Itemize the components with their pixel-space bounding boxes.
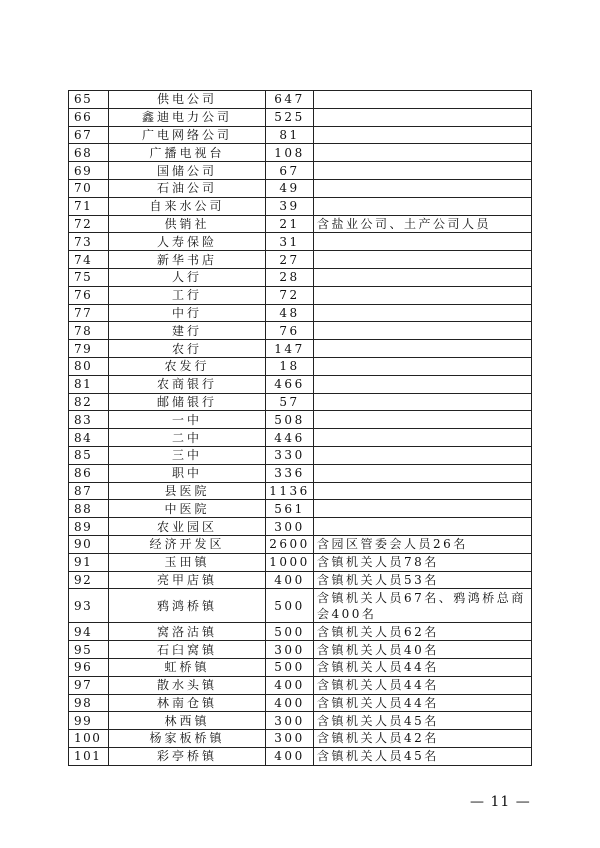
remark-cell: 含镇机关人员53名: [314, 571, 532, 589]
table-row: [69, 233, 532, 251]
person-count-cell: 76: [266, 322, 314, 340]
person-count-cell: 300: [266, 641, 314, 659]
person-count-cell: 31: [266, 233, 314, 251]
person-count-cell: 400: [266, 571, 314, 589]
table-row: [69, 623, 532, 641]
person-count-cell: 39: [266, 197, 314, 215]
row-number-cell: 83: [69, 411, 109, 429]
remark-cell: [314, 126, 532, 144]
unit-name-cell: 县医院: [109, 482, 266, 500]
unit-name-cell: 彩亭桥镇: [109, 747, 266, 765]
person-count-cell: 525: [266, 108, 314, 126]
row-number-cell: 92: [69, 571, 109, 589]
person-count-cell: 2600: [266, 535, 314, 553]
personnel-table: [68, 90, 532, 766]
person-count-cell: 336: [266, 464, 314, 482]
row-number-cell: 85: [69, 446, 109, 464]
remark-cell: [314, 251, 532, 269]
table-row: [69, 304, 532, 322]
person-count-cell: 49: [266, 179, 314, 197]
table-row: [69, 108, 532, 126]
unit-name-cell: 散水头镇: [109, 676, 266, 694]
unit-name-cell: 鑫迪电力公司: [109, 108, 266, 126]
person-count-cell: 561: [266, 500, 314, 518]
unit-name-cell: 新华书店: [109, 251, 266, 269]
table-row: [69, 712, 532, 730]
person-count-cell: 67: [266, 162, 314, 180]
table-row: [69, 464, 532, 482]
row-number-cell: 90: [69, 535, 109, 553]
remark-cell: [314, 411, 532, 429]
remark-cell: [314, 233, 532, 251]
remark-cell: [314, 464, 532, 482]
row-number-cell: 67: [69, 126, 109, 144]
person-count-cell: 27: [266, 251, 314, 269]
table-row: [69, 535, 532, 553]
table-row: [69, 340, 532, 358]
row-number-cell: 94: [69, 623, 109, 641]
table-row: [69, 589, 532, 623]
row-number-cell: 98: [69, 694, 109, 712]
unit-name-cell: 石臼窝镇: [109, 641, 266, 659]
row-number-cell: 101: [69, 747, 109, 765]
table-row: [69, 482, 532, 500]
person-count-cell: 400: [266, 694, 314, 712]
row-number-cell: 93: [69, 589, 109, 623]
table-row: [69, 286, 532, 304]
remark-cell: 含镇机关人员45名: [314, 747, 532, 765]
remark-cell: [314, 322, 532, 340]
row-number-cell: 65: [69, 91, 109, 109]
table-row: [69, 429, 532, 447]
table-row: [69, 676, 532, 694]
table-row: [69, 747, 532, 765]
remark-cell: [314, 518, 532, 536]
row-number-cell: 96: [69, 658, 109, 676]
remark-cell: [314, 108, 532, 126]
remark-cell: [314, 500, 532, 518]
remark-cell: 含镇机关人员45名: [314, 712, 532, 730]
table-row: [69, 641, 532, 659]
table-row: [69, 268, 532, 286]
person-count-cell: 57: [266, 393, 314, 411]
remark-cell: 含盐业公司、土产公司人员: [314, 215, 532, 233]
remark-cell: [314, 304, 532, 322]
remark-cell: [314, 393, 532, 411]
remark-cell: 含镇机关人员40名: [314, 641, 532, 659]
unit-name-cell: 经济开发区: [109, 535, 266, 553]
row-number-cell: 71: [69, 197, 109, 215]
row-number-cell: 79: [69, 340, 109, 358]
remark-cell: 含园区管委会人员26名: [314, 535, 532, 553]
row-number-cell: 69: [69, 162, 109, 180]
remark-cell: 含镇机关人员67名、鸦鸿桥总商会400名: [314, 589, 532, 623]
person-count-cell: 330: [266, 446, 314, 464]
row-number-cell: 78: [69, 322, 109, 340]
person-count-cell: 500: [266, 623, 314, 641]
unit-name-cell: 供销社: [109, 215, 266, 233]
remark-cell: 含镇机关人员42名: [314, 730, 532, 748]
person-count-cell: 48: [266, 304, 314, 322]
table-row: [69, 322, 532, 340]
row-number-cell: 77: [69, 304, 109, 322]
person-count-cell: 28: [266, 268, 314, 286]
unit-name-cell: 人行: [109, 268, 266, 286]
page-number: — 11 —: [470, 794, 531, 810]
table-row: [69, 251, 532, 269]
unit-name-cell: 职中: [109, 464, 266, 482]
table-row: [69, 357, 532, 375]
table-body: [69, 91, 532, 766]
table-row: [69, 518, 532, 536]
table-row: [69, 553, 532, 571]
remark-cell: 含镇机关人员44名: [314, 658, 532, 676]
table-row: [69, 126, 532, 144]
unit-name-cell: 中行: [109, 304, 266, 322]
remark-cell: [314, 162, 532, 180]
unit-name-cell: 农发行: [109, 357, 266, 375]
unit-name-cell: 林西镇: [109, 712, 266, 730]
person-count-cell: 446: [266, 429, 314, 447]
unit-name-cell: 窝洛沽镇: [109, 623, 266, 641]
person-count-cell: 72: [266, 286, 314, 304]
person-count-cell: 81: [266, 126, 314, 144]
person-count-cell: 300: [266, 518, 314, 536]
unit-name-cell: 供电公司: [109, 91, 266, 109]
row-number-cell: 76: [69, 286, 109, 304]
row-number-cell: 86: [69, 464, 109, 482]
row-number-cell: 81: [69, 375, 109, 393]
row-number-cell: 72: [69, 215, 109, 233]
table-row: [69, 179, 532, 197]
unit-name-cell: 广播电视台: [109, 144, 266, 162]
row-number-cell: 70: [69, 179, 109, 197]
unit-name-cell: 一中: [109, 411, 266, 429]
unit-name-cell: 农商银行: [109, 375, 266, 393]
table-row: [69, 411, 532, 429]
table-row: [69, 694, 532, 712]
table-row: [69, 500, 532, 518]
table-row: [69, 91, 532, 109]
row-number-cell: 74: [69, 251, 109, 269]
unit-name-cell: 鸦鸿桥镇: [109, 589, 266, 623]
unit-name-cell: 建行: [109, 322, 266, 340]
unit-name-cell: 石油公司: [109, 179, 266, 197]
row-number-cell: 82: [69, 393, 109, 411]
remark-cell: 含镇机关人员44名: [314, 694, 532, 712]
table-row: [69, 215, 532, 233]
remark-cell: [314, 179, 532, 197]
unit-name-cell: 玉田镇: [109, 553, 266, 571]
person-count-cell: 466: [266, 375, 314, 393]
row-number-cell: 88: [69, 500, 109, 518]
remark-cell: 含镇机关人员62名: [314, 623, 532, 641]
remark-cell: [314, 357, 532, 375]
remark-cell: [314, 482, 532, 500]
remark-cell: [314, 340, 532, 358]
unit-name-cell: 农业园区: [109, 518, 266, 536]
table-row: [69, 197, 532, 215]
unit-name-cell: 二中: [109, 429, 266, 447]
remark-cell: [314, 375, 532, 393]
table-row: [69, 162, 532, 180]
row-number-cell: 66: [69, 108, 109, 126]
remark-cell: 含镇机关人员78名: [314, 553, 532, 571]
person-count-cell: 508: [266, 411, 314, 429]
remark-cell: [314, 144, 532, 162]
unit-name-cell: 邮储银行: [109, 393, 266, 411]
person-count-cell: 500: [266, 589, 314, 623]
unit-name-cell: 国储公司: [109, 162, 266, 180]
row-number-cell: 91: [69, 553, 109, 571]
remark-cell: [314, 429, 532, 447]
table-row: [69, 730, 532, 748]
unit-name-cell: 工行: [109, 286, 266, 304]
row-number-cell: 68: [69, 144, 109, 162]
unit-name-cell: 三中: [109, 446, 266, 464]
row-number-cell: 84: [69, 429, 109, 447]
unit-name-cell: 中医院: [109, 500, 266, 518]
person-count-cell: 400: [266, 676, 314, 694]
remark-cell: [314, 197, 532, 215]
person-count-cell: 300: [266, 712, 314, 730]
unit-name-cell: 人寿保险: [109, 233, 266, 251]
remark-cell: [314, 446, 532, 464]
unit-name-cell: 农行: [109, 340, 266, 358]
unit-name-cell: 虹桥镇: [109, 658, 266, 676]
unit-name-cell: 广电网络公司: [109, 126, 266, 144]
row-number-cell: 95: [69, 641, 109, 659]
person-count-cell: 18: [266, 357, 314, 375]
row-number-cell: 80: [69, 357, 109, 375]
table-row: [69, 446, 532, 464]
row-number-cell: 99: [69, 712, 109, 730]
table-row: [69, 658, 532, 676]
table-row: [69, 375, 532, 393]
row-number-cell: 87: [69, 482, 109, 500]
table-row: [69, 393, 532, 411]
person-count-cell: 21: [266, 215, 314, 233]
row-number-cell: 97: [69, 676, 109, 694]
person-count-cell: 400: [266, 747, 314, 765]
person-count-cell: 1000: [266, 553, 314, 571]
person-count-cell: 108: [266, 144, 314, 162]
table-row: [69, 144, 532, 162]
unit-name-cell: 杨家板桥镇: [109, 730, 266, 748]
table-row: [69, 571, 532, 589]
unit-name-cell: 自来水公司: [109, 197, 266, 215]
row-number-cell: 75: [69, 268, 109, 286]
row-number-cell: 89: [69, 518, 109, 536]
unit-name-cell: 林南仓镇: [109, 694, 266, 712]
remark-cell: 含镇机关人员44名: [314, 676, 532, 694]
row-number-cell: 73: [69, 233, 109, 251]
person-count-cell: 647: [266, 91, 314, 109]
row-number-cell: 100: [69, 730, 109, 748]
person-count-cell: 147: [266, 340, 314, 358]
remark-cell: [314, 286, 532, 304]
person-count-cell: 300: [266, 730, 314, 748]
remark-cell: [314, 91, 532, 109]
unit-name-cell: 亮甲店镇: [109, 571, 266, 589]
person-count-cell: 500: [266, 658, 314, 676]
person-count-cell: 1136: [266, 482, 314, 500]
remark-cell: [314, 268, 532, 286]
